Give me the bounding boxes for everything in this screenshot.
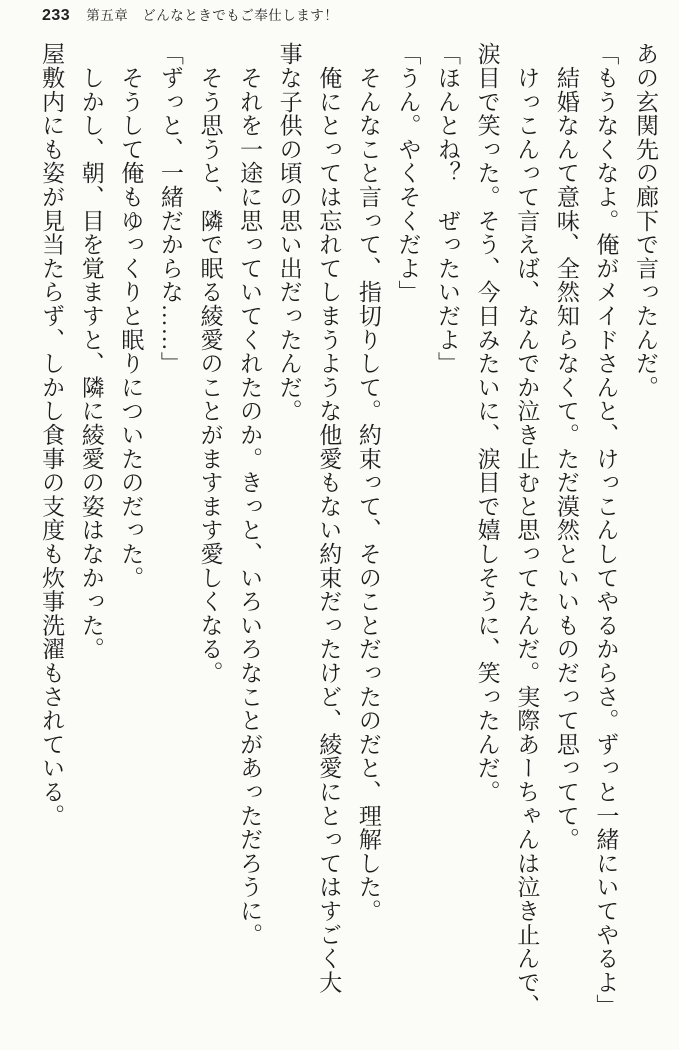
text-line: それを一途に思っていてくれたのか。きっと、いろいろなことがあっただろうに。 — [237, 42, 263, 947]
text-line: そうして俺もゆっくりと眠りについたのだった。 — [118, 42, 144, 590]
page-text — [31, 42, 665, 1034]
text-line: 俺にとっては忘れてしまうような他愛もない約束だったけど、綾愛にとってはすごく大 — [316, 42, 342, 994]
text-line: 「ほんとね？ ぜったいだよ」 — [435, 42, 461, 376]
text-line: 「もうなくなよ。俺がメイドさんと、けっこんしてやるからさ。ずっと一緒にいてやるよ」 — [593, 42, 619, 1018]
text-line: 「うん。やくそくだよ」 — [395, 42, 421, 304]
text-line: 屋敷内にも姿が見当たらず、しかし食事の支度も炊事洗濯もされている。 — [39, 42, 65, 828]
text-line: 事な子供の頃の思い出だったんだ。 — [276, 42, 302, 423]
chapter-title: 第五章 どんなときでもご奉仕します！ — [86, 8, 339, 23]
text-line: 「ずっと、一緒だからな……」 — [157, 42, 183, 376]
page-header — [42, 4, 338, 25]
text-line: そう思うと、隣で眠る綾愛のことがますます愛しくなる。 — [197, 42, 223, 685]
text-line: 涙目で笑った。そう、今日みたいに、涙目で嬉しそうに、笑ったんだ。 — [474, 42, 500, 804]
text-line: 結婚なんて意味、全然知らなくて。ただ漠然といいものだって思ってて。 — [553, 42, 579, 852]
page-number: 233 — [42, 7, 71, 24]
text-line: けっこんって言えば、なんでか泣き止むと思ってたんだ。実際あーちゃんは泣き止んで、 — [514, 42, 540, 1018]
text-line: あの玄関先の廊下で言ったんだ。 — [633, 42, 658, 399]
text-line: しかし、朝、目を覚ますと、隣に綾愛の姿はなかった。 — [78, 42, 104, 661]
text-line: そんなこと言って、指切りして。約束って、そのことだったのだと、理解した。 — [355, 42, 381, 923]
